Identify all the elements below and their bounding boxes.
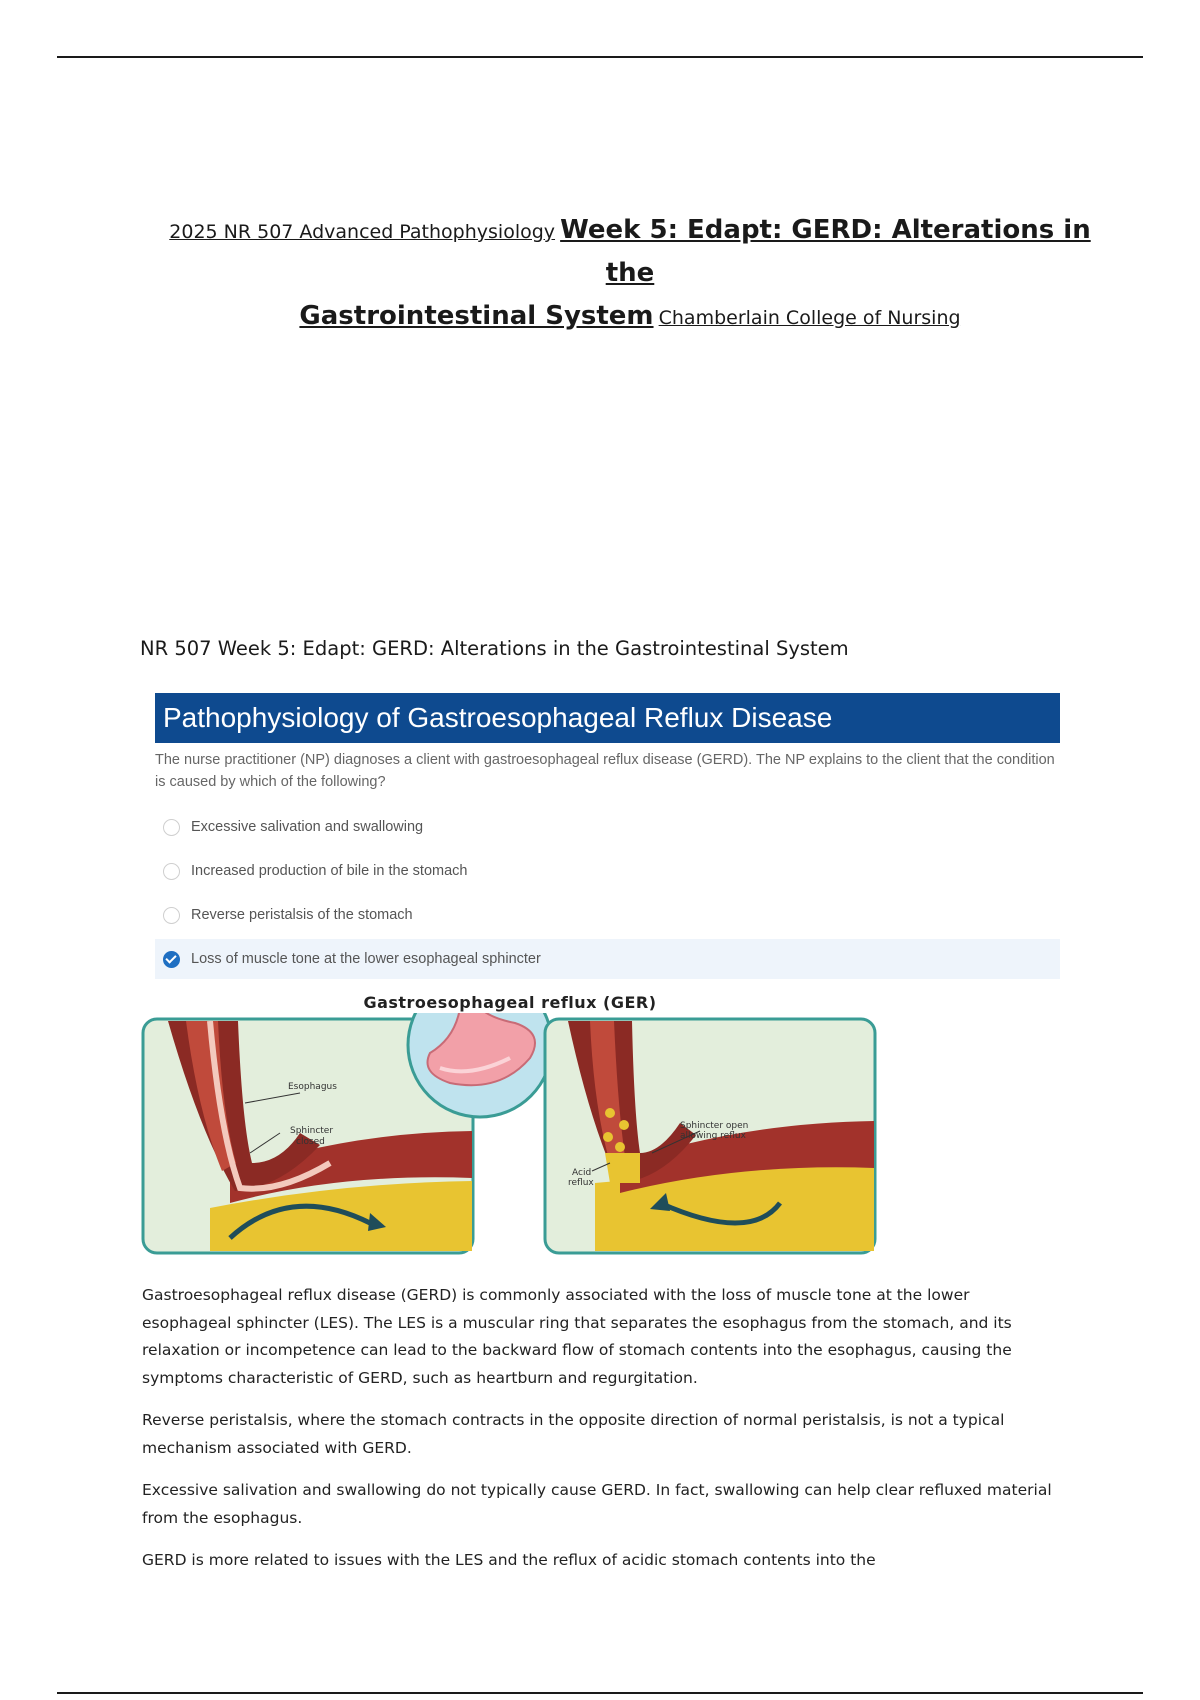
quiz-card [155,693,1060,983]
answer-option[interactable] [155,807,1060,847]
title-suffix: Chamberlain College of Nursing [658,307,961,329]
title-main-line1: Week 5: Edapt: GERD: Alterations in the [560,215,1091,288]
paragraph: Gastroesophageal reflux disease (GERD) is commonly associated with the loss of muscle tone at the lower esophageal sphincter (LES). The LES is a muscular ring that separates the esophagus from the stomach, and its relaxation or incompetence can lead to the backward flow of stomach contents into the esophagus, causing the symptoms characteristic of GERD, such as heartburn and regurgitation. [142,1286,1012,1387]
figure-title: Gastroesophageal reflux (GER) [363,993,657,1012]
explanation-text [142,1282,1062,1590]
quiz-question: The nurse practitioner (NP) diagnoses a client with gastroesophageal reflux disease (GERD). The NP explains to the client that the condition is caused by which of the following? [155,752,1055,790]
radio-button[interactable] [163,907,180,924]
document-title [150,210,1110,339]
label-sphincter-open-2: allowing reflux [680,1131,746,1141]
answer-options [155,807,1060,979]
top-rule [57,56,1143,58]
label-sphincter-open-1: Sphincter open [680,1121,749,1131]
checked-radio-icon[interactable] [163,951,180,968]
answer-option-label: Increased production of bile in the stomach [191,863,468,879]
label-sphincter-closed-1: Sphincter [290,1126,334,1136]
ger-illustration [140,993,880,1263]
ger-diagram [140,1013,880,1263]
label-acid-reflux-1: Acid [572,1168,592,1178]
answer-option-label: Loss of muscle tone at the lower esophageal sphincter [191,951,541,967]
answer-option[interactable] [155,851,1060,891]
answer-option-label: Reverse peristalsis of the stomach [191,907,413,923]
title-prefix: 2025 NR 507 Advanced Pathophysiology [169,221,556,243]
paragraph: Reverse peristalsis, where the stomach contracts in the opposite direction of normal peristalsis, is not a typical mechanism associated with GERD. [142,1411,1005,1457]
quiz-heading: Pathophysiology of Gastroesophageal Reflux Disease [155,693,1060,743]
paragraph: GERD is more related to issues with the LES and the reflux of acidic stomach contents into the [142,1551,876,1569]
label-acid-reflux-2: reflux [568,1178,594,1188]
answer-option[interactable] [155,895,1060,935]
answer-option-selected[interactable] [155,939,1060,979]
radio-button[interactable] [163,819,180,836]
label-sphincter-closed-2: closed [296,1137,325,1147]
paragraph: Excessive salivation and swallowing do not typically cause GERD. In fact, swallowing can help clear refluxed material from the esophagus. [142,1481,1052,1527]
title-main-line2: Gastrointestinal System [299,301,654,331]
radio-button[interactable] [163,863,180,880]
label-esophagus: Esophagus [288,1082,337,1092]
bottom-rule [57,1692,1143,1694]
section-subtitle: NR 507 Week 5: Edapt: GERD: Alterations in the Gastrointestinal System [140,637,849,660]
panel-sphincter-open [545,1019,875,1253]
answer-option-label: Excessive salivation and swallowing [191,819,424,835]
